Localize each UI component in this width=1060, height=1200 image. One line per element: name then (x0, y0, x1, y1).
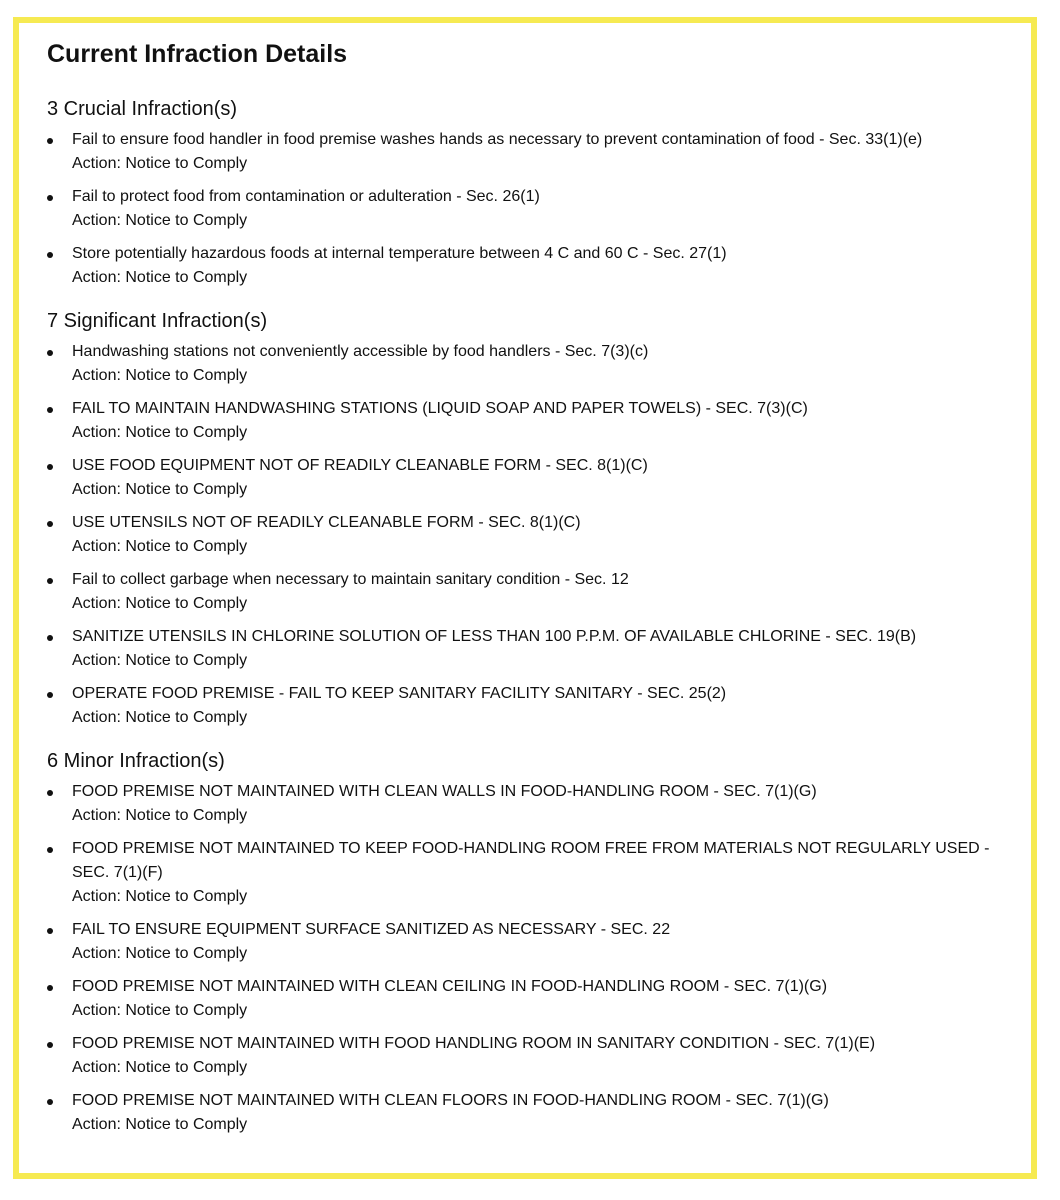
significant-infractions-section (47, 308, 1011, 730)
infraction-sections (47, 96, 1011, 1137)
infraction-item (47, 568, 1011, 616)
infraction-description: FOOD PREMISE NOT MAINTAINED WITH CLEAN CEILING IN FOOD-HANDLING ROOM - SEC. 7(1)(G) (72, 978, 828, 995)
infraction-action: Action: Notice to Comply (72, 807, 248, 824)
infraction-action: Action: Notice to Comply (72, 709, 248, 726)
infraction-item (47, 1032, 1011, 1080)
bullet-icon (47, 635, 53, 641)
infraction-description: OPERATE FOOD PREMISE - FAIL TO KEEP SANITARY FACILITY SANITARY - SEC. 25(2) (72, 685, 727, 702)
infraction-description: Fail to protect food from contamination or adulteration - Sec. 26(1) (72, 188, 540, 205)
infraction-list (47, 128, 1011, 290)
bullet-icon (47, 790, 53, 796)
infraction-item (47, 682, 1011, 730)
infraction-item (47, 242, 1011, 290)
section-heading: 7 Significant Infraction(s) (47, 310, 268, 332)
infraction-description: FOOD PREMISE NOT MAINTAINED WITH CLEAN FLOORS IN FOOD-HANDLING ROOM - SEC. 7(1)(G) (72, 1092, 829, 1109)
infraction-details-card (13, 17, 1037, 1179)
infraction-item (47, 975, 1011, 1023)
infraction-action: Action: Notice to Comply (72, 481, 248, 498)
infraction-item (47, 454, 1011, 502)
card-content (47, 37, 1011, 1155)
infraction-description: FAIL TO MAINTAIN HANDWASHING STATIONS (LIQUID SOAP AND PAPER TOWELS) - SEC. 7(3)(C) (72, 400, 808, 417)
section-heading: 6 Minor Infraction(s) (47, 750, 225, 772)
infraction-description: Fail to ensure food handler in food premise washes hands as necessary to prevent contamination of food - Sec. 33(1)(e) (72, 131, 923, 148)
infraction-item (47, 185, 1011, 233)
infraction-description: FOOD PREMISE NOT MAINTAINED WITH CLEAN WALLS IN FOOD-HANDLING ROOM - SEC. 7(1)(G) (72, 783, 817, 800)
minor-infractions-section (47, 748, 1011, 1137)
infraction-item (47, 780, 1011, 828)
infraction-action: Action: Notice to Comply (72, 269, 248, 286)
bullet-icon (47, 521, 53, 527)
infraction-action: Action: Notice to Comply (72, 945, 248, 962)
bullet-icon (47, 138, 53, 144)
infraction-list (47, 780, 1011, 1137)
infraction-action: Action: Notice to Comply (72, 888, 248, 905)
infraction-action: Action: Notice to Comply (72, 1116, 248, 1133)
infraction-item (47, 1089, 1011, 1137)
infraction-item (47, 128, 1011, 176)
infraction-description: Store potentially hazardous foods at internal temperature between 4 C and 60 C - Sec. 27(1) (72, 245, 727, 262)
infraction-action: Action: Notice to Comply (72, 1002, 248, 1019)
infraction-action: Action: Notice to Comply (72, 212, 248, 229)
infraction-description: FOOD PREMISE NOT MAINTAINED TO KEEP FOOD-HANDLING ROOM FREE FROM MATERIALS NOT REGULARLY USED - SEC. 7(1)(F) (72, 840, 990, 881)
bullet-icon (47, 928, 53, 934)
infraction-item (47, 340, 1011, 388)
infraction-item (47, 511, 1011, 559)
infraction-description: USE UTENSILS NOT OF READILY CLEANABLE FORM - SEC. 8(1)(C) (72, 514, 581, 531)
infraction-description: FAIL TO ENSURE EQUIPMENT SURFACE SANITIZED AS NECESSARY - SEC. 22 (72, 921, 671, 938)
infraction-item (47, 837, 1011, 909)
bullet-icon (47, 847, 53, 853)
bullet-icon (47, 985, 53, 991)
bullet-icon (47, 1042, 53, 1048)
infraction-item (47, 918, 1011, 966)
bullet-icon (47, 692, 53, 698)
infraction-item (47, 397, 1011, 445)
bullet-icon (47, 464, 53, 470)
bullet-icon (47, 195, 53, 201)
infraction-action: Action: Notice to Comply (72, 155, 248, 172)
infraction-action: Action: Notice to Comply (72, 538, 248, 555)
bullet-icon (47, 350, 53, 356)
infraction-description: SANITIZE UTENSILS IN CHLORINE SOLUTION OF LESS THAN 100 P.P.M. OF AVAILABLE CHLORINE - SEC. 19(B) (72, 628, 917, 645)
infraction-description: USE FOOD EQUIPMENT NOT OF READILY CLEANABLE FORM - SEC. 8(1)(C) (72, 457, 648, 474)
crucial-infractions-section (47, 96, 1011, 290)
infraction-description: FOOD PREMISE NOT MAINTAINED WITH FOOD HANDLING ROOM IN SANITARY CONDITION - SEC. 7(1)(E) (72, 1035, 876, 1052)
infraction-action: Action: Notice to Comply (72, 595, 248, 612)
infraction-action: Action: Notice to Comply (72, 1059, 248, 1076)
page-title: Current Infraction Details (47, 40, 348, 68)
section-heading: 3 Crucial Infraction(s) (47, 98, 238, 120)
infraction-item (47, 625, 1011, 673)
infraction-action: Action: Notice to Comply (72, 424, 248, 441)
bullet-icon (47, 1099, 53, 1105)
bullet-icon (47, 578, 53, 584)
infraction-action: Action: Notice to Comply (72, 652, 248, 669)
bullet-icon (47, 252, 53, 258)
bullet-icon (47, 407, 53, 413)
infraction-list (47, 340, 1011, 730)
infraction-action: Action: Notice to Comply (72, 367, 248, 384)
infraction-description: Fail to collect garbage when necessary to maintain sanitary condition - Sec. 12 (72, 571, 629, 588)
infraction-description: Handwashing stations not conveniently accessible by food handlers - Sec. 7(3)(c) (72, 343, 649, 360)
